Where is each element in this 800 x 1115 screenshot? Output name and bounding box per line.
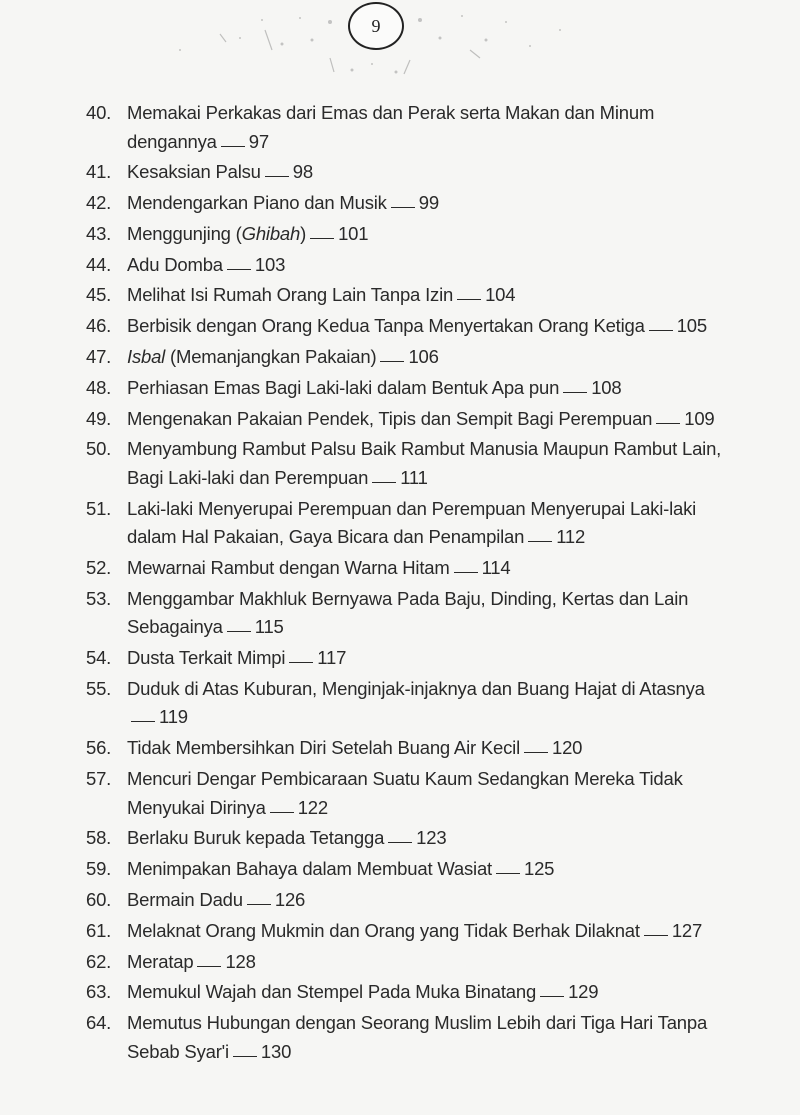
- toc-leader-line: [233, 1056, 257, 1057]
- toc-page-number: 112: [556, 526, 586, 548]
- toc-entry: [86, 281, 726, 310]
- toc-page-number: 114: [481, 557, 511, 579]
- toc-entry-number: 42.: [86, 192, 112, 214]
- toc-leader-line: [227, 269, 251, 270]
- toc-leader-line: [540, 996, 564, 997]
- toc-entry-italic-term: Isbal: [127, 346, 166, 368]
- toc-page-number: 122: [297, 796, 328, 818]
- toc-entry-title: Melihat Isi Rumah Orang Lain Tanpa Izin: [127, 284, 454, 306]
- toc-page-number: 101: [338, 222, 369, 244]
- toc-page-number: 125: [523, 858, 555, 880]
- toc-entry: [86, 886, 726, 915]
- toc-page-number: 117: [317, 647, 347, 669]
- toc-leader-line: [221, 146, 245, 147]
- toc-entry: [86, 251, 726, 280]
- toc-entry-title: Perhiasan Emas Bagi Laki-laki dalam Bentuk Apa pun: [127, 376, 560, 398]
- toc-entry-title: Mengenakan Pakaian Pendek, Tipis dan Sempit Bagi Perempuan: [127, 407, 653, 429]
- toc-entry: [86, 343, 726, 372]
- toc-leader-line: [380, 361, 404, 362]
- toc-page-number: 129: [568, 981, 599, 1003]
- toc-entry-title: Mewarnai Rambut dengan Warna Hitam: [127, 557, 450, 579]
- toc-leader-line: [197, 966, 221, 967]
- toc-leader-line: [457, 299, 481, 300]
- toc-page-number: 106: [408, 346, 439, 368]
- toc-entry-title: Tidak Membersihkan Diri Setelah Buang Air Kecil: [127, 737, 520, 759]
- page-number: 9: [348, 2, 404, 50]
- toc-page-number: 104: [485, 284, 516, 306]
- toc-entry: [86, 312, 726, 341]
- toc-entry-number: 51.: [86, 497, 112, 519]
- toc-leader-line: [310, 238, 334, 239]
- toc-entry-title-suffix: (Memanjangkan Pakaian): [165, 346, 377, 368]
- toc-entry-number: 63.: [86, 981, 112, 1003]
- toc-page-number: 119: [159, 706, 188, 728]
- toc-leader-line: [372, 482, 396, 483]
- toc-page-number: 108: [591, 376, 622, 398]
- toc-entry: [86, 948, 726, 977]
- toc-entry-number: 56.: [86, 737, 112, 759]
- toc-page-number: 115: [254, 616, 284, 638]
- toc-entry-number: 53.: [86, 587, 112, 609]
- toc-entry: [86, 585, 726, 642]
- toc-entry-title: Memutus Hubungan dengan Seorang Muslim Lebih dari Tiga Hari Tanpa Sebab Syar'i: [127, 1012, 708, 1062]
- toc-entry-title: Meratap: [127, 950, 194, 972]
- toc-entry-number: 55.: [86, 677, 112, 699]
- toc-leader-line: [656, 423, 680, 424]
- toc-entry: [86, 554, 726, 583]
- toc-leader-line: [644, 935, 668, 936]
- toc-entry-title: Kesaksian Palsu: [127, 161, 261, 183]
- toc-page-number: 98: [292, 161, 313, 183]
- toc-leader-line: [289, 662, 313, 663]
- toc-entry: [86, 405, 726, 434]
- toc-entry-number: 49.: [86, 407, 112, 429]
- toc-page-number: 97: [248, 130, 269, 152]
- toc-page-number: 103: [254, 253, 286, 275]
- toc-leader-line: [227, 631, 251, 632]
- toc-entry-number: 57.: [86, 768, 112, 790]
- toc-entry: [86, 1009, 726, 1066]
- toc-page-number: 99: [418, 192, 439, 214]
- toc-leader-line: [454, 572, 478, 573]
- toc-leader-line: [388, 842, 412, 843]
- toc-entry: [86, 158, 726, 187]
- toc-entry-title: Memukul Wajah dan Stempel Pada Muka Binatang: [127, 981, 537, 1003]
- toc-entry-number: 44.: [86, 253, 112, 275]
- toc-entry-number: 54.: [86, 647, 112, 669]
- toc-page-number: 111: [400, 466, 428, 488]
- toc-page-number: 105: [676, 315, 707, 337]
- toc-entry-title: Bermain Dadu: [127, 888, 243, 910]
- toc-entry-number: 48.: [86, 376, 112, 398]
- toc-page-number: 123: [416, 827, 447, 849]
- toc-entry-number: 47.: [86, 346, 112, 368]
- toc-leader-line: [247, 904, 271, 905]
- toc-entry-title: Menyambung Rambut Palsu Baik Rambut Manusia Maupun Rambut Lain, Bagi Laki-laki dan Perempuan: [127, 438, 722, 488]
- toc-entry-number: 59.: [86, 858, 112, 880]
- toc-entry-title: Menggunjing (: [127, 222, 242, 244]
- toc-page-number: 120: [551, 737, 583, 759]
- toc-entry: [86, 734, 726, 763]
- toc-page-number: 128: [225, 950, 256, 972]
- toc-leader-line: [496, 873, 520, 874]
- toc-entry-number: 50.: [86, 438, 112, 460]
- toc-leader-line: [528, 541, 552, 542]
- toc-entry-title: Menimpakan Bahaya dalam Membuat Wasiat: [127, 858, 492, 880]
- toc-entry-number: 45.: [86, 284, 112, 306]
- toc-entry-title: Laki-laki Menyerupai Perempuan dan Perempuan Menyerupai Laki-laki dalam Hal Pakaian, Gaya Bicara dan Penampilan: [127, 497, 697, 548]
- toc-entry-number: 40.: [86, 102, 112, 123]
- toc-entry: [86, 917, 726, 946]
- toc-entry-title: Adu Domba: [127, 253, 223, 275]
- toc-leader-line: [649, 330, 673, 331]
- toc-page-number: 109: [684, 407, 715, 429]
- toc-page-number: 130: [260, 1040, 292, 1062]
- toc-entry-title: Memakai Perkakas dari Emas dan Perak serta Makan dan Minum dengannya: [127, 102, 655, 152]
- toc-entry: [86, 765, 726, 822]
- toc-entry: [86, 978, 726, 1007]
- table-of-contents: [86, 99, 726, 1068]
- toc-leader-line: [131, 721, 155, 722]
- toc-entry-title: Melaknat Orang Mukmin dan Orang yang Tidak Berhak Dilaknat: [127, 919, 640, 941]
- toc-entry-title-suffix: ): [300, 222, 307, 244]
- toc-leader-line: [563, 392, 587, 393]
- toc-entry: [86, 824, 726, 853]
- toc-entry-number: 60.: [86, 888, 112, 910]
- toc-entry: [86, 374, 726, 403]
- toc-entry-number: 52.: [86, 557, 112, 579]
- toc-entry-italic-term: Ghibah: [241, 222, 301, 244]
- toc-entry-title: Dusta Terkait Mimpi: [127, 647, 286, 669]
- toc-entry: [86, 220, 726, 249]
- toc-entry: [86, 644, 726, 673]
- toc-entry-title: Mencuri Dengar Pembicaraan Suatu Kaum Sedangkan Mereka Tidak Menyukai Dirinya: [127, 768, 683, 818]
- toc-page-number: 126: [274, 888, 306, 910]
- toc-entry-number: 64.: [86, 1012, 112, 1034]
- toc-entry: [86, 189, 726, 218]
- toc-leader-line: [270, 812, 294, 813]
- toc-entry-number: 41.: [86, 161, 112, 183]
- toc-leader-line: [265, 176, 289, 177]
- toc-leader-line: [524, 752, 548, 753]
- toc-entry-title: Menggambar Makhluk Bernyawa Pada Baju, Dinding, Kertas dan Lain Sebagainya: [127, 587, 689, 638]
- toc-entry-title: Berbisik dengan Orang Kedua Tanpa Menyertakan Orang Ketiga: [127, 315, 645, 337]
- toc-entry-number: 61.: [86, 919, 112, 941]
- toc-entry-number: 62.: [86, 950, 112, 972]
- toc-entry: [86, 99, 726, 156]
- toc-entry-number: 43.: [86, 222, 112, 244]
- toc-entry-title: Berlaku Buruk kepada Tetangga: [127, 827, 385, 849]
- toc-entry: [86, 855, 726, 884]
- toc-leader-line: [391, 207, 415, 208]
- toc-entry: [86, 495, 726, 552]
- toc-entry-title: Duduk di Atas Kuburan, Menginjak-injaknya dan Buang Hajat di Atasnya: [127, 677, 705, 699]
- toc-page-number: 127: [671, 919, 703, 941]
- toc-entry-number: 46.: [86, 315, 112, 337]
- toc-entry: [86, 675, 726, 732]
- toc-entry-number: 58.: [86, 827, 112, 849]
- toc-entry-title: Mendengarkan Piano dan Musik: [127, 192, 387, 214]
- toc-entry: [86, 435, 726, 492]
